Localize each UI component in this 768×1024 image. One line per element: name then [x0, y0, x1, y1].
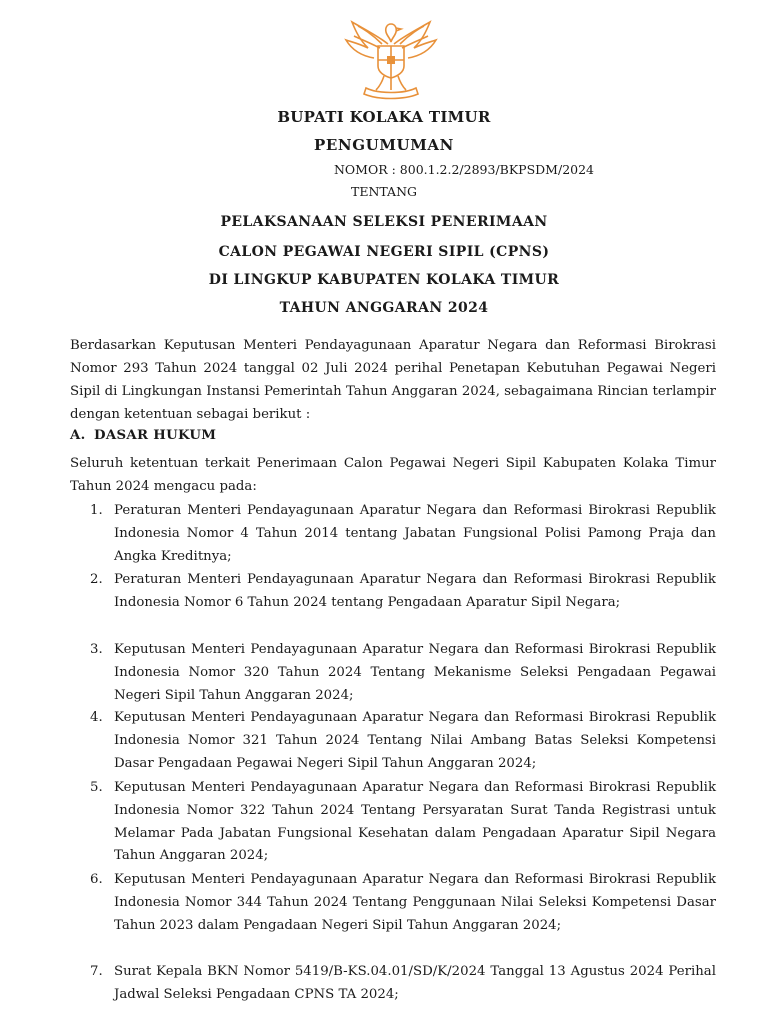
list-item — [90, 569, 716, 615]
subject-line: PELAKSANAAN SELEKSI PENERIMAAN — [220, 214, 548, 230]
tentang-label: TENTANG — [350, 184, 417, 199]
list-item-number: 2. — [90, 572, 103, 587]
list-item-text: Keputusan Menteri Pendayagunaan Aparatur Negara dan Reformasi Birokrasi Republik Indonesia Nomor 320 Tahun 2024 Tentang Mekanisme Seleksi Pengadaan Pegawai Negeri Sipil Tahun Anggaran 2024; — [114, 642, 716, 703]
list-item-number: 5. — [90, 780, 103, 795]
list-item-text: Keputusan Menteri Pendayagunaan Aparatur Negara dan Reformasi Birokrasi Republik Indonesia Nomor 321 Tahun 2024 Tentang Nilai Ambang Batas Seleksi Kompetensi Dasar Pengadaan Pegawai Negeri Sipil Tahun Anggaran 2024; — [114, 710, 716, 771]
list-item-text: Peraturan Menteri Pendayagunaan Aparatur Negara dan Reformasi Birokrasi Republik Indonesia Nomor 6 Tahun 2024 tentang Pengadaan Aparatur Sipil Negara; — [114, 572, 716, 610]
list-item-text: Keputusan Menteri Pendayagunaan Aparatur Negara dan Reformasi Birokrasi Republik Indonesia Nomor 322 Tahun 2024 Tentang Persyaratan Surat Tanda Registrasi untuk Melamar Pada Jabatan Fungsional Kesehatan dalam Pengadaan Aparatur Sipil Negara Tahun Anggaran 2024; — [114, 780, 716, 864]
list-item-text: Keputusan Menteri Pendayagunaan Aparatur Negara dan Reformasi Birokrasi Republik Indonesia Nomor 344 Tahun 2024 Tentang Penggunaan Nilai Seleksi Kompetensi Dasar Tahun 2023 dalam Pengadaan Negeri Sipil Tahun Anggaran 2024; — [114, 872, 716, 933]
list-item-number: 7. — [90, 964, 103, 979]
list-item-text: Surat Kepala BKN Nomor 5419/B-KS.04.01/SD/K/2024 Tanggal 13 Agustus 2024 Perihal Jadwal Seleksi Pengadaan CPNS TA 2024; — [114, 964, 716, 1002]
subject-line: DI LINGKUP KABUPATEN KOLAKA TIMUR — [208, 272, 560, 288]
list-item-number: 1. — [90, 503, 103, 518]
document-number: NOMOR : 800.1.2.2/2893/BKPSDM/2024 — [333, 162, 595, 177]
list-item — [90, 961, 716, 1007]
intro-paragraph: Berdasarkan Keputusan Menteri Pendayagunaan Aparatur Negara dan Reformasi Birokrasi Nomor 293 Tahun 2024 tanggal 02 Juli 2024 perihal Penetapan Kebutuhan Pegawai Negeri Sipil di Lingkungan Instansi Pemerintah Tahun Anggaran 2024, sebagaimana Rincian terlampir dengan ketentuan sebagai berikut : — [70, 338, 716, 422]
list-item — [90, 777, 716, 868]
list-item-number: 4. — [90, 710, 103, 725]
subject-line: TAHUN ANGGARAN 2024 — [279, 300, 489, 316]
section-number: A. — [70, 428, 86, 443]
section-lead-paragraph: Seluruh ketentuan terkait Penerimaan Calon Pegawai Negeri Sipil Kabupaten Kolaka Timur Tahun 2024 mengacu pada: — [70, 456, 716, 494]
list-item — [90, 707, 716, 775]
list-item — [90, 869, 716, 937]
section-heading-text: DASAR HUKUM — [94, 428, 217, 443]
list-item-number: 3. — [90, 642, 103, 657]
subject-line: CALON PEGAWAI NEGERI SIPIL (CPNS) — [218, 244, 550, 260]
list-item — [90, 500, 716, 568]
issuer-title: BUPATI KOLAKA TIMUR — [277, 108, 491, 126]
list-item-text: Peraturan Menteri Pendayagunaan Aparatur Negara dan Reformasi Birokrasi Republik Indonesia Nomor 4 Tahun 2014 tentang Jabatan Fungsional Polisi Pamong Praja dan Angka Kreditnya; — [114, 503, 716, 564]
garuda-emblem-icon — [338, 14, 444, 100]
announcement-title: PENGUMUMAN — [314, 136, 454, 154]
section-heading — [70, 428, 216, 443]
list-item-number: 6. — [90, 872, 103, 887]
list-item — [90, 639, 716, 707]
